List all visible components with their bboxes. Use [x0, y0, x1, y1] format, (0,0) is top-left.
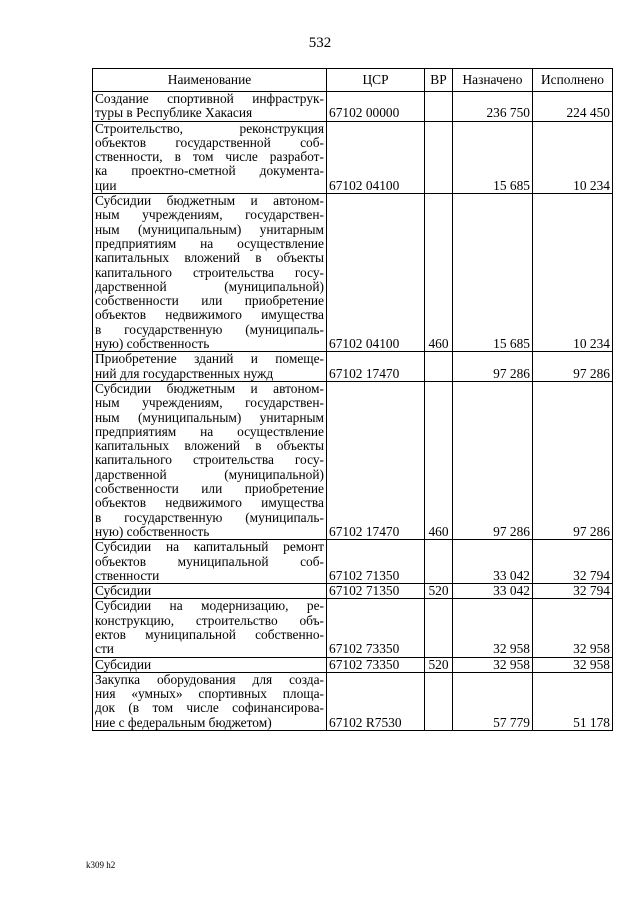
name-line: Субсидии: [95, 584, 152, 599]
name-line: предприятиям на осуществление: [95, 424, 324, 439]
cell-planned: 32 958: [453, 599, 533, 657]
cell-planned: 33 042: [453, 584, 533, 599]
table-row: [93, 352, 613, 382]
cell-planned: 57 779: [453, 672, 533, 730]
name-line: капитальных вложений в объекты: [95, 251, 324, 266]
name-line: предприятиям на осуществление: [95, 236, 324, 251]
name-line: капитального строительства госу-: [95, 453, 324, 468]
table-body: [93, 92, 613, 731]
table-row: [93, 194, 613, 352]
cell-executed: 32 794: [533, 540, 613, 584]
name-line: Субсидии: [95, 657, 152, 672]
cell-name: [93, 599, 327, 657]
name-line: собственности или приобретение: [95, 294, 324, 309]
cell-planned: 97 286: [453, 381, 533, 539]
name-line: Субсидии бюджетным и автоном-: [95, 194, 324, 209]
cell-csr: 67102 71350: [327, 540, 425, 584]
name-line: Субсидии на капитальный ремонт: [95, 540, 324, 555]
table-row: [93, 92, 613, 122]
name-line: объектов муниципальной соб-: [95, 554, 324, 569]
cell-vr: [425, 599, 453, 657]
footer-code: k309 h2: [86, 860, 116, 870]
name-line: ния «умных» спортивных площа-: [95, 687, 324, 702]
cell-name: [93, 381, 327, 539]
name-line: Субсидии на модернизацию, ре-: [95, 599, 324, 614]
table-row: [93, 599, 613, 657]
cell-vr: [425, 121, 453, 193]
name-line: ектов муниципальной собственно-: [95, 627, 324, 642]
cell-vr: 460: [425, 381, 453, 539]
table-row: [93, 657, 613, 672]
name-line: ний для государственных нужд: [95, 366, 274, 381]
cell-name: [93, 540, 327, 584]
name-line: ственности: [95, 568, 160, 583]
table-row: [93, 381, 613, 539]
cell-planned: 97 286: [453, 352, 533, 382]
name-line: ную) собственность: [95, 337, 210, 352]
cell-csr: 67102 04100: [327, 121, 425, 193]
cell-csr: 67102 17470: [327, 352, 425, 382]
cell-name: [93, 584, 327, 599]
cell-csr: 67102 73350: [327, 599, 425, 657]
cell-executed: 10 234: [533, 194, 613, 352]
name-line: капитальных вложений в объекты: [95, 439, 324, 454]
cell-executed: 51 178: [533, 672, 613, 730]
name-line: объектов недвижимого имущества: [95, 496, 324, 511]
cell-vr: [425, 92, 453, 122]
name-line: Строительство, реконструкция: [95, 121, 324, 136]
name-line: ние с федеральным бюджетом): [95, 715, 272, 730]
table-header-row: [93, 69, 613, 92]
name-line: собственности или приобретение: [95, 482, 324, 497]
name-line: объектов недвижимого имущества: [95, 308, 324, 323]
table-row: [93, 121, 613, 193]
cell-planned: 15 685: [453, 194, 533, 352]
name-line: туры в Республике Хакасия: [95, 106, 253, 121]
table-row: [93, 672, 613, 730]
page-number: 532: [308, 35, 332, 51]
name-line: конструкцию, строительство объ-: [95, 613, 324, 628]
name-line: ным (муниципальным) унитарным: [95, 410, 324, 425]
cell-name: [93, 194, 327, 352]
name-line: дарственной (муниципальной): [95, 279, 324, 294]
cell-csr: 67102 04100: [327, 194, 425, 352]
name-line: ным учреждениям, государствен-: [95, 396, 324, 411]
cell-csr: 67102 R7530: [327, 672, 425, 730]
name-line: в государственную (муниципаль-: [95, 322, 324, 337]
header-executed: Исполнено: [533, 69, 613, 92]
cell-csr: 67102 00000: [327, 92, 425, 122]
cell-csr: 67102 73350: [327, 657, 425, 672]
name-line: док (в том числе софинансирова-: [95, 701, 324, 716]
name-line: Создание спортивной инфраструк-: [95, 92, 324, 106]
header-name: Наименование: [93, 69, 327, 92]
cell-vr: 520: [425, 657, 453, 672]
header-planned: Назначено: [453, 69, 533, 92]
budget-table: [92, 68, 613, 731]
cell-planned: 236 750: [453, 92, 533, 122]
cell-planned: 32 958: [453, 657, 533, 672]
cell-executed: 32 958: [533, 657, 613, 672]
name-line: дарственной (муниципальной): [95, 467, 324, 482]
name-line: ственности, в том числе разработ-: [95, 150, 324, 165]
name-line: Субсидии бюджетным и автоном-: [95, 381, 324, 396]
cell-executed: 10 234: [533, 121, 613, 193]
cell-executed: 32 794: [533, 584, 613, 599]
header-csr: ЦСР: [327, 69, 425, 92]
header-vr: ВР: [425, 69, 453, 92]
cell-vr: 460: [425, 194, 453, 352]
name-line: капитального строительства госу-: [95, 265, 324, 280]
cell-vr: [425, 540, 453, 584]
name-line: сти: [95, 642, 114, 657]
cell-name: [93, 672, 327, 730]
name-line: Закупка оборудования для созда-: [95, 672, 324, 687]
name-line: ции: [95, 178, 117, 193]
cell-planned: 33 042: [453, 540, 533, 584]
table-row: [93, 584, 613, 599]
name-line: ную) собственность: [95, 524, 210, 539]
name-line: Приобретение зданий и помеще-: [95, 352, 324, 367]
cell-vr: 520: [425, 584, 453, 599]
cell-name: [93, 121, 327, 193]
name-line: ка проектно-сметной документа-: [95, 164, 324, 179]
table-row: [93, 540, 613, 584]
cell-executed: 97 286: [533, 352, 613, 382]
cell-name: [93, 352, 327, 382]
cell-name: [93, 657, 327, 672]
cell-vr: [425, 672, 453, 730]
cell-executed: 224 450: [533, 92, 613, 122]
cell-executed: 32 958: [533, 599, 613, 657]
cell-csr: 67102 17470: [327, 381, 425, 539]
name-line: объектов государственной соб-: [95, 135, 324, 150]
name-line: ным (муниципальным) унитарным: [95, 222, 324, 237]
cell-executed: 97 286: [533, 381, 613, 539]
cell-planned: 15 685: [453, 121, 533, 193]
cell-name: [93, 92, 327, 122]
name-line: в государственную (муниципаль-: [95, 510, 324, 525]
name-line: ным учреждениям, государствен-: [95, 208, 324, 223]
cell-csr: 67102 71350: [327, 584, 425, 599]
cell-vr: [425, 352, 453, 382]
